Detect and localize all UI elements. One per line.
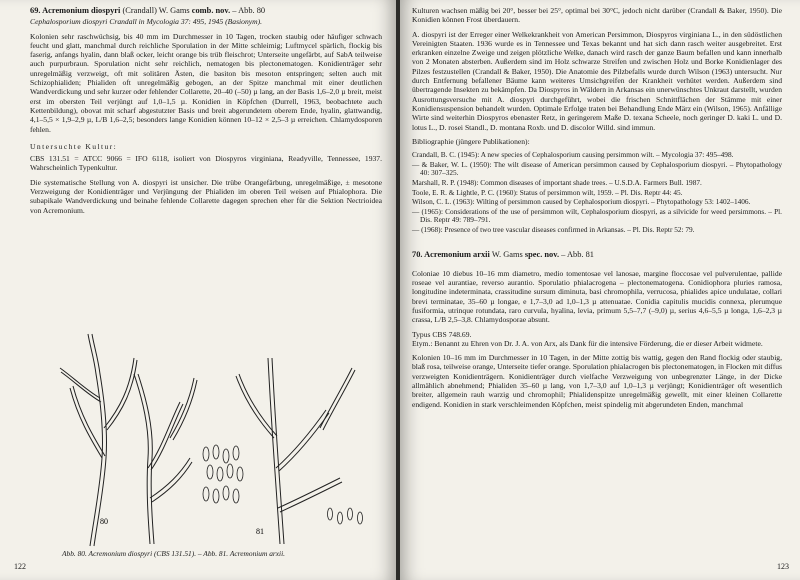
continued-paragraph: Kulturen wachsen mäßig bei 20°, besser bei 25°, optimal bei 30°C, jedoch nicht darüber (Crandall & Baker, 1950). Die Konidien können Frost überdauern. bbox=[412, 6, 782, 25]
heading-species-name: Acremonium diospyri bbox=[42, 6, 121, 15]
bib-entry: Marshall, R. P. (1948): Common diseases of important shade trees. – U.S.D.A. Farmers Bull. 1987. bbox=[412, 177, 702, 187]
heading-author: (Crandall) W. Gams bbox=[122, 6, 190, 15]
heading-figure-ref: – Abb. 81 bbox=[561, 249, 594, 259]
systematics-paragraph: Die systematische Stellung von A. diospyri ist unsicher. Die trübe Orangefärbung, unregelmäßige, ± mesotone Verzweigung der Konidienträger und Verjüngung der Phialiden im oberen Teil weisen auf Phialophora. Die subapikale Wandverdickung und beinahe fehlende Collarette dagegen sprechen eher für die Sektion Nectrioidea von Acremonium. bbox=[30, 177, 382, 215]
bib-entry: Wilson, C. L. (1963): Wilting of persimmon caused by Cephalosporium diospyri. – Phytopathology 53: 1402–1406. bbox=[412, 197, 751, 207]
bib-entry: — (1968): Presence of two tree vascular diseases confirmed in Arkansas. – Pl. Dis. Reptr 52: 79. bbox=[412, 224, 695, 234]
heading-number: 69. bbox=[30, 6, 41, 15]
description-paragraph-70: Kolonien 10–16 mm im Durchmesser in 10 Tagen, in der Mitte zottig bis wattig, gegen den Rand flockig oder staubig, blaß rosa, teilweise orange, Unterseite tiefer orange. Sporulation phialacrogen bis plectonematogen, in Flocken mit diffus verzweigten Konidienträgern. Konidienträger durch vielfache Verzweigung von unbegrenzter Länge, in der Dicke allmählich abnehmend; Phialiden 35–60 µ lang, von 1,7–3,0 auf 1,0–1,3 µ verjüngt; Konidienträger oft wesentlich breiter, allgemein rauh warzig und chromophil; Phialidenspitze unregelmäßig gewellt, mit einer kleinen Collarette endigend. Konidien in stark verschleimenden Köpfchen, meist spindelig mit abgerundeten Enden, manchmal bbox=[412, 353, 782, 409]
page-number-left: 122 bbox=[14, 562, 26, 571]
bibliography-heading: Bibliographie (jüngere Publikationen): bbox=[412, 136, 530, 146]
heading-status: spec. nov. bbox=[524, 249, 560, 259]
heading-number: 70. bbox=[412, 249, 423, 259]
fungal-hyphae-illustration bbox=[30, 318, 382, 554]
left-text-column bbox=[30, 6, 382, 220]
heading-species-name: Acremonium arxii bbox=[424, 249, 490, 259]
culture-subheading: Untersuchte Kultur: bbox=[30, 141, 118, 151]
figure-caption: Abb. 80. Acremonium diospyri (CBS 131.51). – Abb. 81. Acremonium arxii. bbox=[62, 549, 285, 558]
page-number-right: 123 bbox=[777, 562, 789, 571]
bib-entry: — (1965): Considerations of the use of persimmon wilt, Cephalosporium diospyri, as a silvicide for weed persimmons. – Pl. Dis. Reptr 49: 789–791. bbox=[412, 206, 782, 225]
bib-entry: — & Baker, W. L. (1950): The wilt disease of American persimmon caused by Cephalosporium diospyri. – Phytopathology 40: 307–325. bbox=[412, 159, 782, 178]
heading-figure-ref: – Abb. 80 bbox=[232, 6, 266, 15]
species-heading-70 bbox=[412, 250, 782, 259]
right-text-column bbox=[412, 6, 782, 414]
heading-author: W. Gams bbox=[491, 249, 523, 259]
description-paragraph: Kolonien sehr raschwüchsig, bis 40 mm im Durchmesser in 10 Tagen, trocken staubig oder häufiger schwach feucht und glatt, manchmal durch reichliche Sporulation in der Mitte schleimig; Luftmycel spärlich, flockig bis faserig, anfangs hyalin, dann blaß ocker, leicht orange bis trüb fleischrot; Unterseite ungefärbt, auf SabA teilweise auch purpurbraun. Sporulation nicht sehr reichlich, nematogen bis plectonematogen. Konidienträger sehr unregelmäßig verzweigt, oft mit solitären Ästen, die basiton bis mesoton entspringen; selten auch mit Schizophialiden; Phialiden oft unregelmäßig gebogen, an der Spitze manchmal mit einer deutlichen Wandverdickung und sehr kurzer oder fehlender Collarette, 20–40 (–50) µ lang, an der Basis 1,6–2,0 µ breit, meist erst im obersten Teil verjüngt auf 1,0–1,5 µ. Konidien in Köpfchen (Durrell, 1963, beobachtete auch Kettenbildung), obovat mit scharf abgestutzter Basis und breit abgerundetem oberem Ende, hyalin, glattwandig, 4,1–5,5 × 1,9–2,9 µ, L/B 1,6–2,5; besonders lange Konidien können 10–12 × 2,5–3 µ erreichen. Chlamydosporen fehlen. bbox=[30, 31, 382, 134]
type-specimen: Typus CBS 748.69. bbox=[412, 329, 472, 339]
pathogen-paragraph: A. diospyri ist der Erreger einer Welkekrankheit von American Persimmon, Diospyros virginiana L., in den südöstlichen Vereinigten Staaten. 1936 wurde es in Tennessee und Texas bekannt und hat sich dann rasch weiter ausgebreitet. Erst erkranken einzelne Zweige und zeigen plötzliche Welke, danach wird rasch der ganze Baum befallen und kann innerhalb von 2 Monaten absterben. Außerdem sind im Holz schwarze Streifen und zwischen Holz und Borke Konidienlager des Pilzes festzustellen (Crandall & Baker, 1950). Die Anatomie des Pilzbefalls wurde durch Wilson (1963) untersucht. Nur durch Entfernung befallener Bäume kann weiteres Umsichgreifen der Krankheit verhütet werden. Außerdem sind übertragende Insekten zu bekämpfen. Da Diospyros in Wäldern in Arkansas ein unerwünschtes Unkraut darstellt, wurden Ausrottungsversuche mit A. diospyri durchgeführt, wobei die frischen Schnittflächen der Stämme mit einer Konidiensuspension behandelt wurden. Optimale Erfolge traten bei Behandlung Ende März ein (Wilson, 1965). Anfällige Wirte sind weiterhin Diospyros ebenaster Retz, in geringerem Maße D. texana Scheele, noch geringer D. kaki L. und D. lotus L., D. rosei Standl., D. montana Roxb. und D. discolor Willd. sind immun. bbox=[412, 29, 782, 132]
heading-status: comb. nov. bbox=[191, 6, 231, 15]
figure-label-81: 81 bbox=[256, 527, 264, 536]
bib-entry: Crandall, B. C. (1945): A new species of Cephalosporium causing persimmon wilt. – Mycologia 37: 495–498. bbox=[412, 150, 734, 160]
etymology: Etym.: Benannt zu Ehren von Dr. J. A. von Arx, als Dank für die intensive Förderung, die er dieser Arbeit widmete. bbox=[412, 338, 763, 348]
bib-entry: Toole, E. R. & Lightle, P. C. (1960): Status of persimmon wilt, 1959. – Pl. Dis. Reptr 44: 45. bbox=[412, 187, 683, 197]
bibliography-list bbox=[412, 151, 782, 234]
latin-diagnosis: Coloniae 10 diebus 10–16 mm diametro, medio tomentosae vel lanosae, margine floccosae vel pulverulentae, pallide roseae vel aurantiae, reverso aurantio. Sporulatio phialacrogena – plectonematogena. Conidiophora pluries ramosa, longitudine indeterminata, crassitudine sursum diminuta, basi chromophila, verrucosa, phialides apice undulatae, collari brevi terminatae, 35–60 µ longae, e 1,7–3,0 ad 1,0–1,3 µ attenuatae. Conidia capitulis mucidis connexa, plerumque fusiformia, utrinque rotundata, raro curvula, hyalina, levia, primum 5,5–7,7 (–9,0) µ, serius 4,6–5,5 µ longa, 1,6–2,3 µ crassa, L/B 2,5–3,8. Chlamydosporae absunt. bbox=[412, 268, 782, 325]
basionym: Cephalosporium diospyri Crandall in Mycologia 37: 495, 1945 (Basionym). bbox=[30, 17, 263, 27]
species-heading-69 bbox=[30, 6, 382, 15]
figure-label-80: 80 bbox=[100, 517, 108, 526]
culture-text: CBS 131.51 = ATCC 9066 = IFO 6118, isoliert von Diospyros virginiana, Readyville, Tennessee, 1937. Wahrscheinlich Typenkultur. bbox=[30, 154, 382, 173]
